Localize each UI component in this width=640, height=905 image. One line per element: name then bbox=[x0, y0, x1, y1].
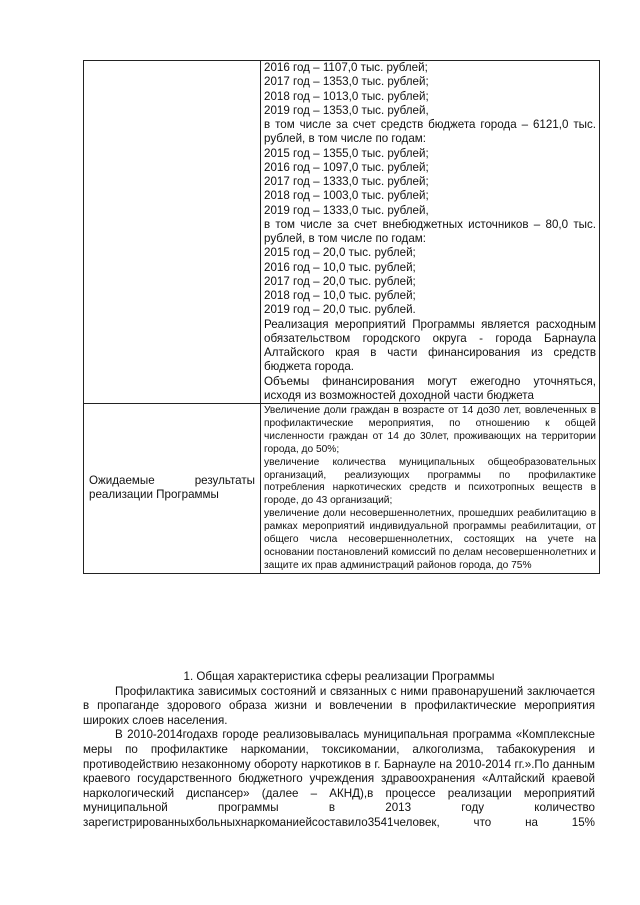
result-item: увеличение доли несовершеннолетних, прошедших реабилитацию в рамках мероприятий индивидуальной программы реабилитации, от общего числа несовершеннолетних, состоящих на учете на основании постановлений комиссий по делам несовершеннолетних и защите их прав администраций районов города, до 75% bbox=[264, 508, 596, 571]
extra-budget-intro: в том числе за счет внебюджетных источников – 80,0 тыс. рублей, в том числе по годам: bbox=[264, 217, 596, 245]
program-passport-table bbox=[83, 60, 600, 574]
financing-label-cell bbox=[84, 61, 261, 404]
result-item: увеличение количества муниципальных общеобразовательных организаций, реализующих программы по профилактике потребления наркотических средств и психотропных веществ в городе, до 43 организаций; bbox=[264, 456, 596, 507]
financing-line: 2019 год – 1353,0 тыс. рублей, bbox=[264, 103, 429, 117]
city-budget-year: 2015 год – 1355,0 тыс. рублей; bbox=[264, 146, 429, 160]
results-row bbox=[84, 404, 600, 574]
results-label: Ожидаемые результаты реализации Программы bbox=[89, 473, 255, 502]
extra-budget-year: 2015 год – 20,0 тыс. рублей; bbox=[264, 246, 416, 260]
city-budget-year: 2019 год – 1333,0 тыс. рублей, bbox=[264, 203, 429, 217]
results-label-cell bbox=[84, 404, 261, 574]
adjust-note: Объемы финансирования могут ежегодно уточняться, исходя из возможностей доходной части бюджета bbox=[264, 374, 596, 402]
results-cell bbox=[261, 404, 600, 574]
financing-line: 2018 год – 1013,0 тыс. рублей; bbox=[264, 89, 429, 103]
city-budget-year: 2018 год – 1003,0 тыс. рублей; bbox=[264, 189, 429, 203]
result-item: Увеличение доли граждан в возрасте от 14 до30 лет, вовлеченных в профилактические мероприятия, по отношению к общей численности граждан от 14 до 30лет, проживающих на территории города, до 50%; bbox=[264, 405, 596, 455]
paragraph: Профилактика зависимых состояний и связанных с ними правонарушений заключается в пропаганде здорового образа жизни и вовлечении в профилактические мероприятия широких слоев населения. bbox=[83, 684, 595, 727]
financing-row bbox=[84, 61, 600, 404]
extra-budget-year: 2017 год – 20,0 тыс. рублей; bbox=[264, 274, 416, 288]
financing-line: 2017 год – 1353,0 тыс. рублей; bbox=[264, 75, 429, 89]
city-budget-year: 2017 год – 1333,0 тыс. рублей; bbox=[264, 175, 429, 188]
financing-line: 2016 год – 1107,0 тыс. рублей; bbox=[264, 61, 428, 74]
city-budget-year: 2016 год – 1097,0 тыс. рублей; bbox=[264, 160, 429, 174]
obligation-note: Реализация мероприятий Программы является расходным обязательством городского округа - города Барнаула Алтайского края в части финансирования из средств бюджета города. bbox=[264, 317, 596, 374]
financing-cell bbox=[261, 61, 600, 404]
extra-budget-year: 2018 год – 10,0 тыс. рублей; bbox=[264, 289, 416, 302]
extra-budget-year: 2016 год – 10,0 тыс. рублей; bbox=[264, 260, 416, 274]
extra-budget-year: 2019 год – 20,0 тыс. рублей. bbox=[264, 303, 416, 317]
section-title: 1. Общая характеристика сферы реализации Программы bbox=[183, 670, 495, 683]
section-body bbox=[83, 670, 595, 831]
city-budget-intro: в том числе за счет средств бюджета города – 6121,0 тыс. рублей, в том числе по годам: bbox=[264, 118, 596, 146]
paragraph: В 2010-2014годахв городе реализовывалась муниципальная программа «Комплексные меры по профилактике наркомании, токсикомании, алкоголизма, табакокурения и противодействию незаконному обороту наркотиков в г. Барнауле на 2010-2014 гг.».По данным краевого государственного бюджетного учреждения здравоохранения «Алтайский краевой наркологический диспансер» (далее – АКНД),в процессе реализации мероприятий муниципальной программы в 2013 году количество зарегистрированныхбольныхнаркоманиейсоставило3541человек, что на 15% bbox=[83, 728, 595, 829]
